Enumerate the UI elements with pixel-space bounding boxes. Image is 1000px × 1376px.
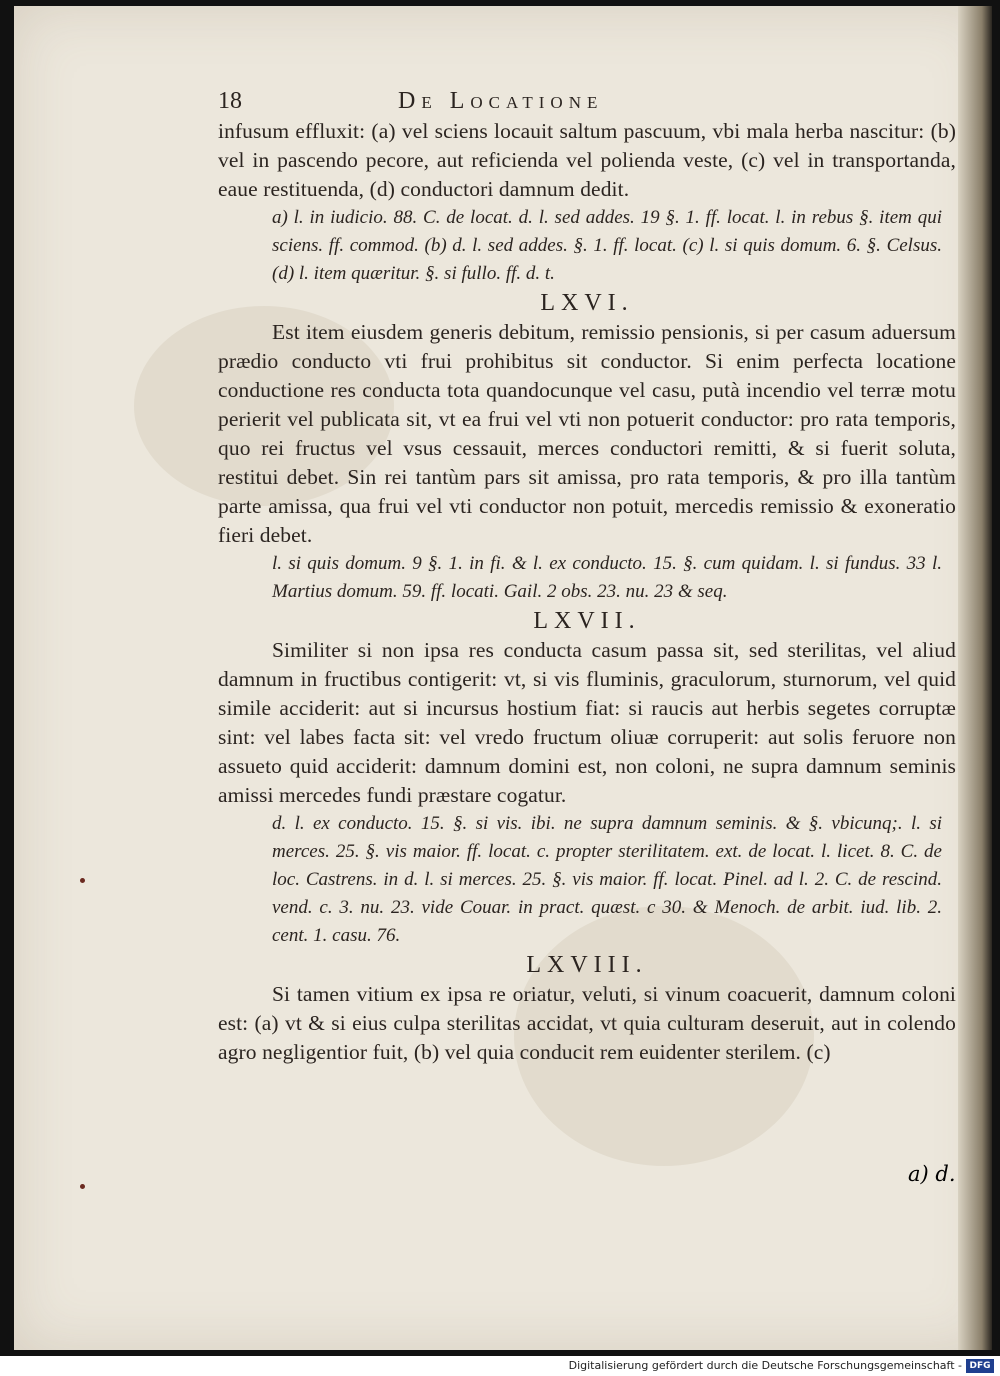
citation-note: l. si quis domum. 9 §. 1. in fi. & l. ex conducto. 15. §. cum quidam. l. si fundus. 33 l. Martius domum. 59. ff. locati. Gail. 2 obs. 23. nu. 23 & seq. <box>272 553 942 602</box>
footer-bar <box>0 1356 1000 1376</box>
body-paragraph: Si tamen vitium ex ipsa re oriatur, veluti, si vinum coacuerit, damnum coloni est: (a) vt & si eius culpa sterilitas accidat, vt quia culturam deseruit, aut in colendo agro negligentior fuit, (b) vel quia conducit rem euidenter sterilem. (c) <box>218 982 956 1064</box>
page-number: 18 <box>218 88 242 114</box>
page-header <box>218 88 956 115</box>
page-text <box>218 88 956 1067</box>
body-paragraph: infusum effluxit: (a) vel sciens locauit saltum pascuum, vbi mala herba nascitur: (b) vel in pascendo pecore, aut reficienda vel polienda veste, (c) vel in transportanda, eaue restituenda, (d) conductori damnum dedit. <box>218 119 956 201</box>
citation-note: d. l. ex conducto. 15. §. si vis. ibi. ne supra damnum seminis. & §. vbicunq;. l. si merces. 25. §. vis maior. ff. locat. c. propter sterilitatem. ext. de locat. l. licet. 8. C. de loc. Castrens. in d. l. si merces. 25. §. vis maior. ff. locat. Pinel. ad l. 2. C. de rescind. vend. c. 3. nu. 23. vide Couar. in pract. quæst. c 30. & Menoch. de arbit. iud. lib. 2. cent. 1. casu. 76. <box>272 813 942 946</box>
section-heading: LXVI. <box>540 290 634 316</box>
catchword: a) d. <box>908 1162 956 1186</box>
funding-credit: Digitalisierung gefördert durch die Deutsche Forschungsgemeinschaft - <box>568 1359 962 1372</box>
page-gutter-edge <box>958 6 992 1350</box>
citation-note: a) l. in iudicio. 88. C. de locat. d. l. sed addes. 19 §. 1. ff. locat. l. in rebus §. item qui sciens. ff. commod. (b) d. l. sed addes. §. 1. ff. locat. (c) l. si quis domum. 6. §. Celsus. (d) l. item quæritur. §. si fullo. ff. d. t. <box>272 207 942 284</box>
ink-speck <box>80 878 85 883</box>
body-paragraph: Similiter si non ipsa res conducta casum passa sit, sed sterilitas, vel aliud damnum in fructibus contigerit: vt, si vis fluminis, graculorum, sturnorum, vel quid simile acciderit: aut si incursus hostium fiat: si raucis aut herbis segetes corruptæ sint: vel labes facta sit: vel vredo fructum oliuæ corruperit: aut solis feruore non assueto quid acciderit: damnum domini est, non coloni, ne supra damnum seminis amissi mercedes fundi præstare cogatur. <box>218 638 956 807</box>
text-blocks <box>218 117 956 1067</box>
dfg-logo: DFG <box>966 1359 994 1373</box>
section-heading: LXVIII. <box>526 952 648 978</box>
body-paragraph: Est item eiusdem generis debitum, remissio pensionis, si per casum aduersum prædio conducto vti frui prohibitus sit conductor. Si enim perfecta locatione conductione res conducta tota quandocunque vel casu, putà incendio vel terræ motu perierit vel publicata sit, vt ea frui vel vti non potuerit conductor: pro rata temporis, quo rei fructus vel vsus cessauit, merces conductori remitti, & si fuerit soluta, restitui debet. Sin rei tantùm pars sit amissa, pro rata temporis, & pro illa tantùm parte amissa, qua frui vel vti conductor non potuit, mercedis remissio & exoneratio fieri debet. <box>218 320 956 547</box>
section-heading: LXVII. <box>533 608 641 634</box>
running-head: De Locatione <box>398 88 604 114</box>
ink-speck <box>80 1184 85 1189</box>
